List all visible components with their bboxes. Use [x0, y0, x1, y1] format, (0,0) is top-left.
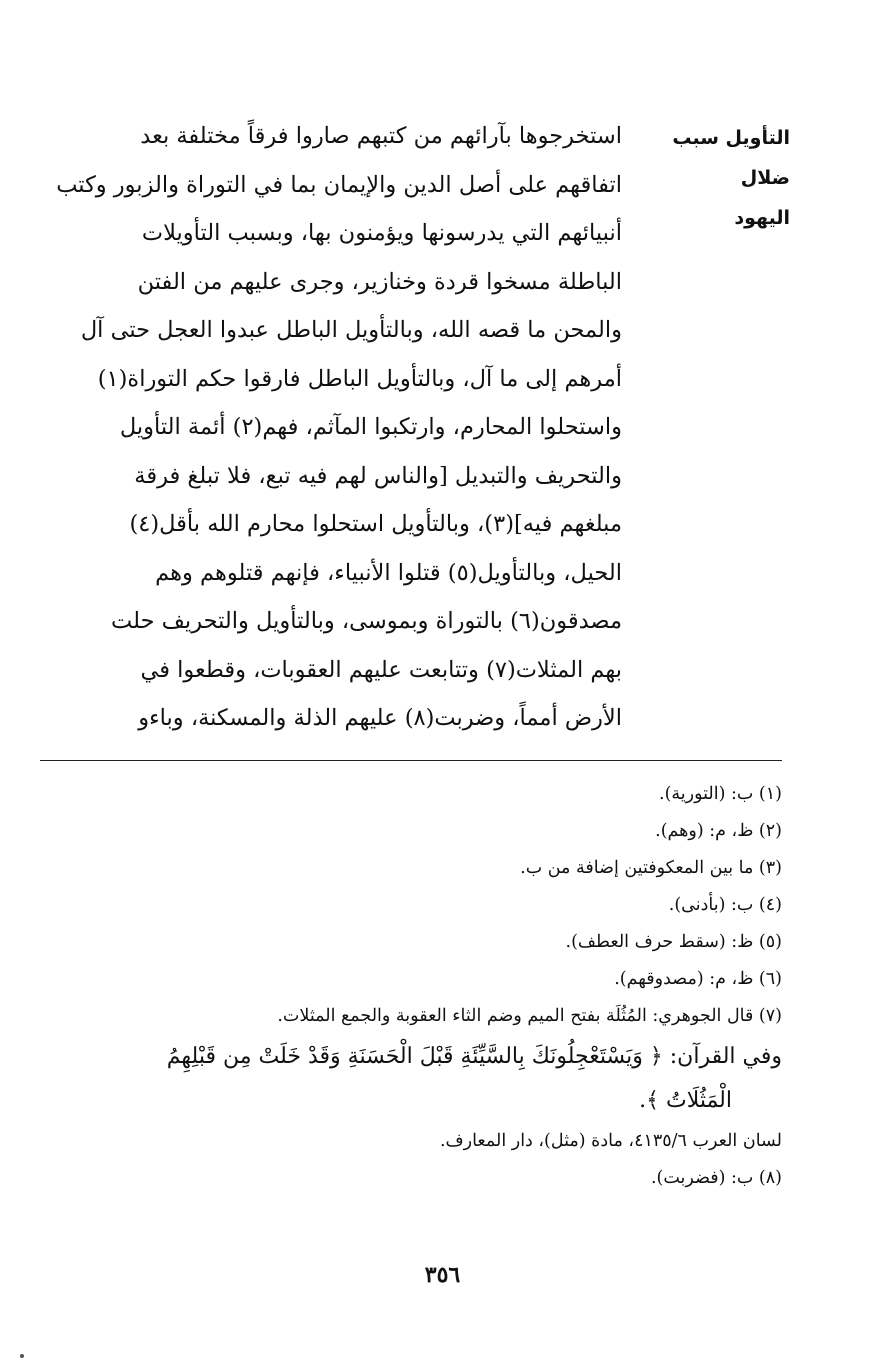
main-text-line: استخرجوها بآرائهم من كتبهم صاروا فرقاً مختلفة بعد — [140, 123, 622, 149]
main-text-line: الأرض أمماً، وضربت(٨) عليهم الذلة والمسكنة، وباءو — [138, 705, 622, 731]
footnote-7-source: لسان العرب ٤١٣٥/٦، مادة (مثل)، دار المعارف. — [439, 1131, 782, 1151]
main-text-line: واستحلوا المحارم، وارتكبوا المآثم، فهم(٢) أئمة التأويل — [119, 414, 622, 440]
footnote-4: (٤) ب: (بأدنى). — [668, 895, 782, 915]
footnotes-section — [40, 776, 782, 1197]
footnote-8: (٨) ب: (فضربت). — [650, 1168, 782, 1188]
main-text-line: والمحن ما قصه الله، وبالتأويل الباطل عبدوا العجل حتى آل — [80, 317, 622, 343]
main-text-line: أنبيائهم التي يدرسونها ويؤمنون بها، وبسبب التأويلات — [141, 220, 622, 246]
main-text-line: الباطلة مسخوا قردة وخنازير، وجرى عليهم من الفتن — [137, 268, 622, 295]
footnote-7: (٧) قال الجوهري: المُثُلَة بفتح الميم وضم الثاء العقوبة والجمع المثلات. — [277, 1006, 782, 1026]
footnote-divider — [40, 760, 782, 761]
page-number: ٣٥٦ — [424, 1262, 461, 1288]
main-text-line: اتفاقهم على أصل الدين والإيمان بما في التوراة والزبور وكتب — [56, 171, 622, 198]
footnote-6: (٦) ظ، م: (مصدوقهم). — [614, 969, 782, 989]
scan-speck — [20, 1354, 24, 1358]
margin-heading-line-1: التأويل سبب ضلال — [672, 127, 790, 189]
margin-heading-line-2: اليهود — [734, 207, 790, 229]
main-text-line: مبلغهم فيه](٣)، وبالتأويل استحلوا محارم الله بأقل(٤) — [129, 511, 622, 537]
main-text-line: بهم المثلات(٧) وتتابعت عليهم العقوبات، وقطعوا في — [140, 656, 622, 683]
footnote-7-quran-verse: وفي القرآن: ﴿ وَيَسْتَعْجِلُونَكَ بِالسَّيِّئَةِ قَبْلَ الْحَسَنَةِ وَقَدْ خَلَتْ مِن قَبْلِهِمُ — [166, 1044, 782, 1069]
footnote-2: (٢) ظ، م: (وهم). — [655, 821, 782, 841]
main-text-body — [40, 112, 622, 743]
footnote-1: (١) ب: (التورية). — [659, 784, 782, 804]
main-text-line: أمرهم إلى ما آل، وبالتأويل الباطل فارقوا حكم التوراة(١) — [97, 365, 622, 392]
footnote-3: (٣) ما بين المعكوفتين إضافة من ب. — [520, 858, 782, 878]
footnote-5: (٥) ظ: (سقط حرف العطف). — [565, 932, 782, 952]
main-text-line: مصدقون(٦) بالتوراة وبموسى، وبالتأويل والتحريف حلت — [111, 608, 622, 634]
footnote-7-quran-verse-end: الْمَثُلَاتُ ﴾. — [639, 1088, 732, 1113]
margin-heading — [640, 118, 790, 238]
main-text-line: والتحريف والتبديل [والناس لهم فيه تبع، فلا تبلغ فرقة — [134, 462, 622, 489]
main-text-line: الحيل، وبالتأويل(٥) قتلوا الأنبياء، فإنهم قتلوهم وهم — [155, 559, 622, 586]
